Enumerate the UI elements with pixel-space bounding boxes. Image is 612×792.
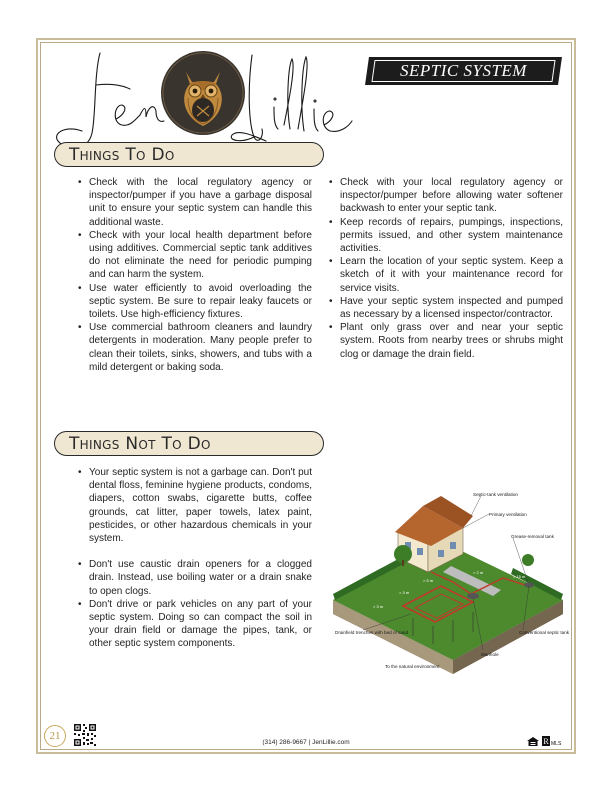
list-item: • Don't drive or park vehicles on any part of your septic system. Doing so can compact the soil in your drain field or damage the pipes, tank, or other septic system components. [78, 598, 312, 651]
diagram-label-vent: Septic-tank ventilation [473, 492, 518, 497]
title-banner [367, 57, 560, 85]
diagram-distance: > 2 m [473, 570, 484, 575]
list-item: • Check with your local health department before using additives. Commercial septic tank additives do not eliminate the need for periodic pumping and can harm the system. [78, 229, 312, 282]
diagram-label-environment: To the natural environment [385, 664, 440, 669]
list-item: • Have your septic system inspected and pumped as necessary by a licensed inspector/contractor. [329, 295, 563, 321]
list-item: • Your septic system is not a garbage can. Don't put dental floss, feminine hygiene products, condoms, diapers, cotton swabs, cigarette butts, coffee grounds, cat litter, paper towels, latex paint, pesticides, or other hazardous chemicals in your system. [78, 466, 312, 545]
diagram-label-conventional: Conventional septic tank [519, 630, 570, 635]
not-todo-list [78, 466, 312, 651]
mls-label: MLS [551, 741, 562, 746]
diagram-distance: > 15 m [513, 574, 526, 579]
page-number: 21 [44, 725, 66, 747]
equal-housing-icon [527, 737, 539, 746]
svg-text:R: R [543, 737, 549, 746]
diagram-label-primary: Primary ventilation [489, 512, 527, 517]
list-item: • Use water efficiently to avoid overloading the septic system. Be sure to repair leaky faucets or toilets. Use high-efficiency fixtures. [78, 282, 312, 322]
list-item: • Learn the location of your septic system. Keep a sketch of it with your maintenance record for service visits. [329, 255, 563, 295]
list-item: • Don't use caustic drain openers for a clogged drain. Instead, use boiling water or a drain snake to open clogs. [78, 558, 312, 598]
diagram-distance: > 3 m [399, 590, 410, 595]
todo-list-right [329, 176, 563, 361]
diagram-label-drainfield: Drainfield trenches with bed of sand [335, 630, 409, 635]
septic-system-diagram [323, 490, 573, 675]
list-item: • Check with your local regulatory agency or inspector/pumper before allowing water softener backwash to enter your septic tank. [329, 176, 563, 216]
owl-logo-icon [160, 50, 246, 136]
footer-contact: (314) 286-9667 | JenLillie.com [262, 739, 350, 746]
diagram-distance: > 3 m [373, 604, 384, 609]
section-heading-not-todo: Things Not To Do [54, 431, 324, 456]
diagram-label-manhole: Manhole [481, 652, 499, 657]
page-title: SEPTIC SYSTEM [400, 61, 527, 80]
realtor-mls-icon [542, 736, 562, 746]
list-item: • Plant only grass over and near your septic system. Roots from nearby trees or shrubs might clog or damage the drain field. [329, 321, 563, 361]
list-item: • Check with the local regulatory agency or inspector/pumper if you have a garbage disposal unit to ensure your septic system can handle this additional waste. [78, 176, 312, 229]
diagram-label-grease: Grease-removal tank [511, 534, 554, 539]
todo-list-left [78, 176, 312, 374]
section-heading-todo: Things To Do [54, 142, 324, 167]
list-item: • Use commercial bathroom cleaners and laundry detergents in moderation. Many people prefer to clean their toilets, sinks, showers, and tubs with a mild detergent or baking soda. [78, 321, 312, 374]
list-item: • Keep records of repairs, pumpings, inspections, permits issued, and other system maintenance activities. [329, 216, 563, 256]
diagram-distance: > 5 m [423, 578, 434, 583]
